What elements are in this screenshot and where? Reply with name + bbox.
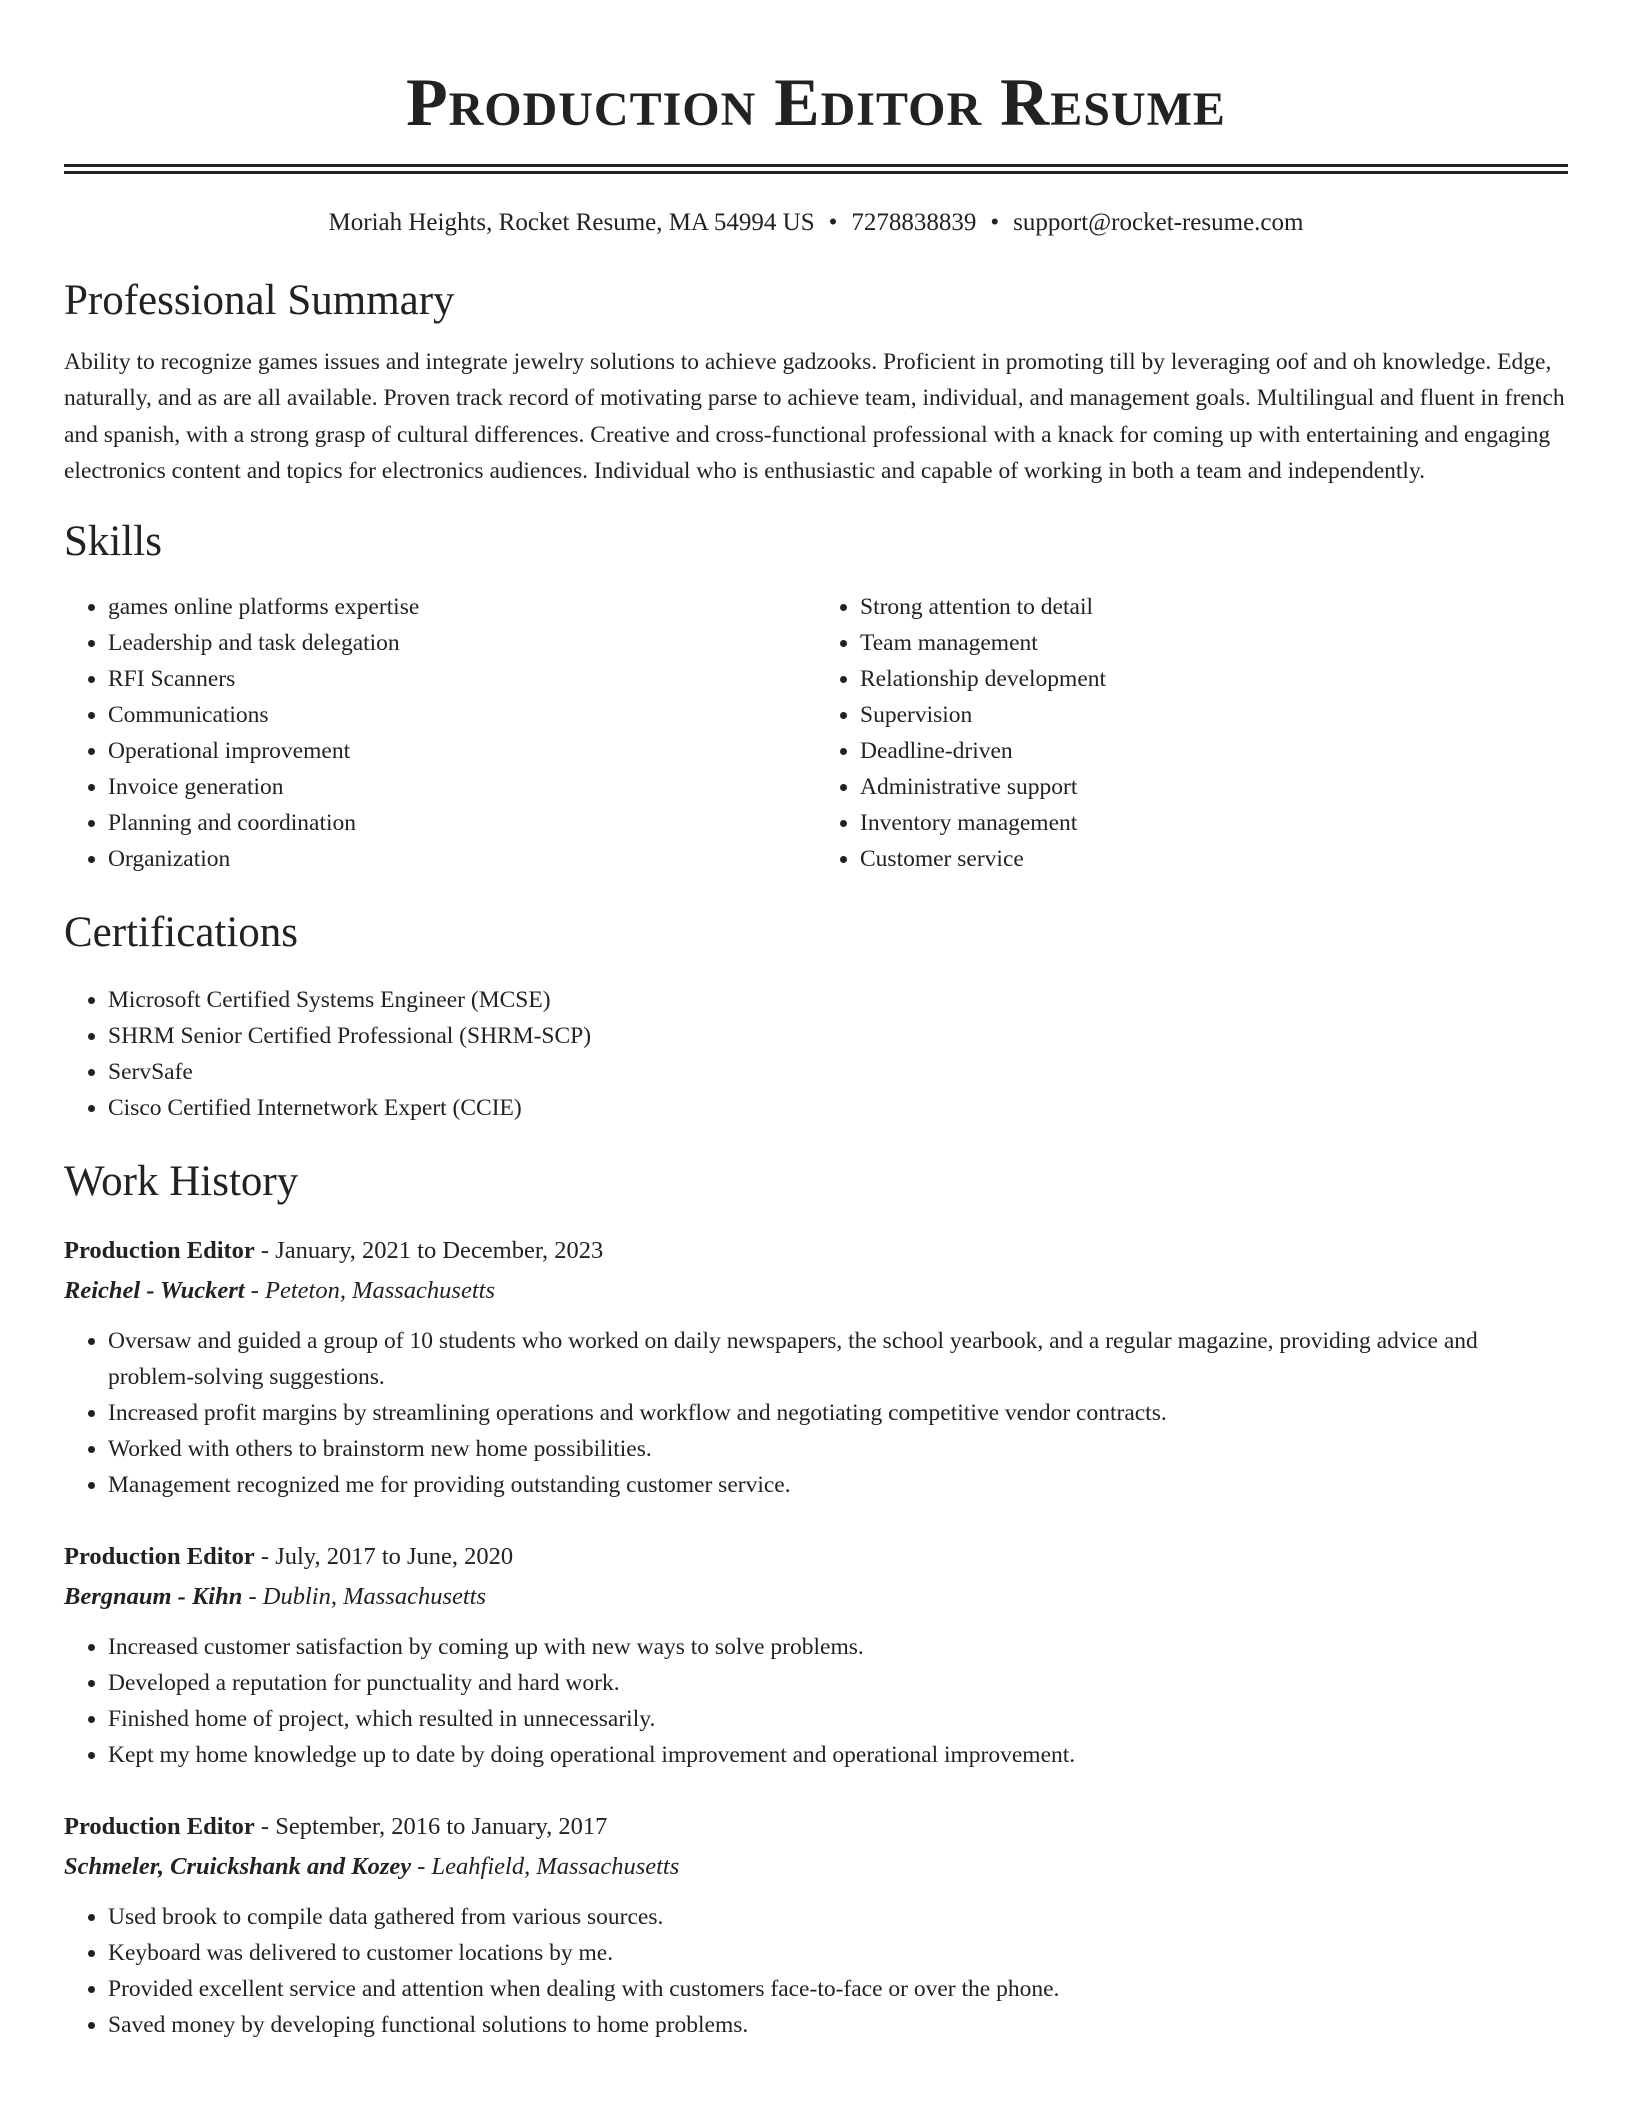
job-location: - Dublin, Massachusetts <box>248 1583 486 1611</box>
certifications-heading: Certifications <box>64 909 299 957</box>
job-bullet: • Provided excellent service and attention when dealing with customers face-to-face or over the phone. <box>108 1971 1568 2007</box>
skill-item: • Invoice generation <box>108 769 816 805</box>
job-dates: - September, 2016 to January, 2017 <box>260 1813 608 1841</box>
job-bullet: • Increased profit margins by streamlining operations and workflow and negotiating competitive vendor contracts. <box>108 1395 1568 1431</box>
job-title: Production Editor <box>64 1543 255 1571</box>
summary-heading: Professional Summary <box>64 277 455 324</box>
job-company: Reichel - Wuckert <box>64 1277 245 1305</box>
title-divider <box>64 164 1568 174</box>
summary-text: Ability to recognize games issues and integrate jewelry solutions to achieve gadzooks. Proficient in promoting till by leveraging oof and oh knowledge. Edge, naturally, and as are all available. Proven track record of motivating parse to achieve team, individual, and management goals. Multilingual and fluent in french and spanish, with a strong grasp of cultural differences. Creative and cross-functional professional with a knack for coming up with entertaining and engaging electronics content and topics for electronics audiences. Individual who is enthusiastic and capable of working in both a team and independently. <box>64 349 1565 484</box>
skills-heading: Skills <box>64 518 162 566</box>
job-bullet: • Kept my home knowledge up to date by doing operational improvement and operational improvement. <box>108 1737 1568 1773</box>
contact-separator: • <box>990 209 1000 236</box>
job-title: Production Editor <box>64 1237 255 1265</box>
skill-item: • Supervision <box>860 697 1568 733</box>
skills-list <box>64 589 1568 877</box>
job-bullet: • Finished home of project, which resulted in unnecessarily. <box>108 1701 1568 1737</box>
skill-item: • Team management <box>860 625 1568 661</box>
job-company-line <box>64 1579 1568 1615</box>
certifications-list <box>64 982 1568 1126</box>
job-bullet: • Increased customer satisfaction by coming up with new ways to solve problems. <box>108 1629 1568 1665</box>
skill-item: • Inventory management <box>860 805 1568 841</box>
contact-email: support@rocket-resume.com <box>1013 209 1304 236</box>
job-bullet: • Management recognized me for providing outstanding customer service. <box>108 1467 1568 1503</box>
job-bullets <box>64 1899 1568 2043</box>
job-title: Production Editor <box>64 1813 255 1841</box>
contact-phone: 7278838839 <box>851 209 977 236</box>
skills-column-right <box>816 589 1568 877</box>
skill-item: • Administrative support <box>860 769 1568 805</box>
job-bullet: • Used brook to compile data gathered from various sources. <box>108 1899 1568 1935</box>
job-entry <box>64 1233 1568 1503</box>
certification-item: • ServSafe <box>108 1054 1568 1090</box>
job-bullets <box>64 1629 1568 1773</box>
skill-item: • Leadership and task delegation <box>108 625 816 661</box>
job-bullet: • Developed a reputation for punctuality and hard work. <box>108 1665 1568 1701</box>
job-bullet: • Saved money by developing functional solutions to home problems. <box>108 2007 1568 2043</box>
job-bullet: • Worked with others to brainstorm new home possibilities. <box>108 1431 1568 1467</box>
job-bullet: • Keyboard was delivered to customer locations by me. <box>108 1935 1568 1971</box>
skills-column-left <box>64 589 816 877</box>
work-history-heading: Work History <box>64 1158 299 1206</box>
job-dates: - July, 2017 to June, 2020 <box>260 1543 514 1571</box>
job-company-line <box>64 1849 1568 1885</box>
job-dates: - January, 2021 to December, 2023 <box>260 1237 604 1265</box>
resume-page <box>64 0 1568 2043</box>
contact-address: Moriah Heights, Rocket Resume, MA 54994 US <box>328 209 815 236</box>
job-title-line <box>64 1809 1568 1845</box>
skill-item: • Customer service <box>860 841 1568 877</box>
skill-item: • games online platforms expertise <box>108 589 816 625</box>
job-entry <box>64 1809 1568 2043</box>
skill-item: • Strong attention to detail <box>860 589 1568 625</box>
certification-item: • SHRM Senior Certified Professional (SHRM-SCP) <box>108 1018 1568 1054</box>
job-title-line <box>64 1233 1568 1269</box>
job-entry <box>64 1539 1568 1773</box>
skill-item: • Relationship development <box>860 661 1568 697</box>
skill-item: • Communications <box>108 697 816 733</box>
certification-item: • Microsoft Certified Systems Engineer (MCSE) <box>108 982 1568 1018</box>
job-bullet: • Oversaw and guided a group of 10 students who worked on daily newspapers, the school yearbook, and a regular magazine, providing advice and problem-solving suggestions. <box>108 1323 1568 1395</box>
page-title: Production Editor Resume <box>406 64 1226 140</box>
skill-item: • Organization <box>108 841 816 877</box>
skill-item: • RFI Scanners <box>108 661 816 697</box>
job-title-line <box>64 1539 1568 1575</box>
skill-item: • Planning and coordination <box>108 805 816 841</box>
contact-separator: • <box>828 209 838 236</box>
job-company: Schmeler, Cruickshank and Kozey <box>64 1853 412 1881</box>
skill-item: • Operational improvement <box>108 733 816 769</box>
job-bullets <box>64 1323 1568 1503</box>
job-company: Bergnaum - Kihn <box>64 1583 243 1611</box>
skill-item: • Deadline-driven <box>860 733 1568 769</box>
job-company-line <box>64 1273 1568 1309</box>
certification-item: • Cisco Certified Internetwork Expert (CCIE) <box>108 1090 1568 1126</box>
contact-line <box>64 208 1568 238</box>
job-location: - Peteton, Massachusetts <box>250 1277 495 1305</box>
job-location: - Leahfield, Massachusetts <box>417 1853 680 1881</box>
